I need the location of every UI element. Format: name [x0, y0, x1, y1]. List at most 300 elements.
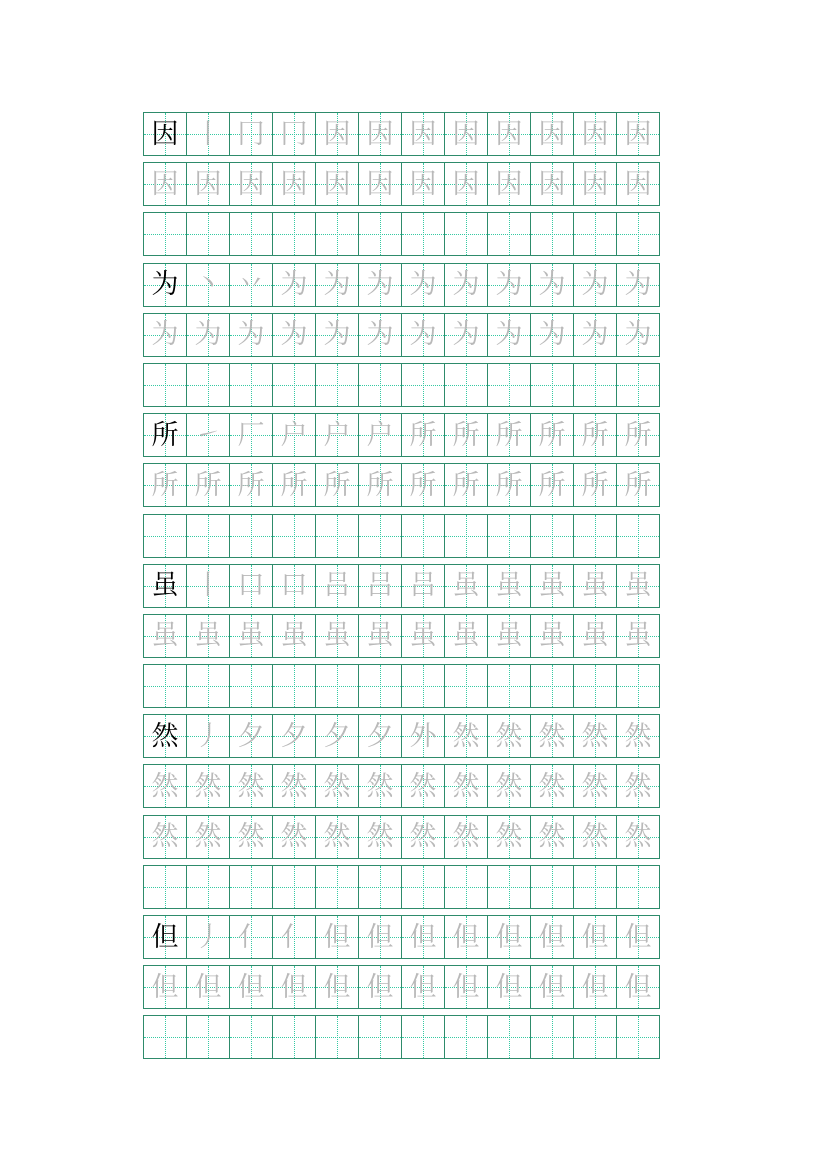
blank-writing-cell[interactable] [186, 865, 230, 909]
trace-character: 因 [409, 118, 437, 150]
trace-character: 然 [237, 821, 265, 853]
trace-character-cell [487, 965, 531, 1009]
model-character-cell [143, 915, 187, 959]
practice-row-lead [143, 413, 671, 457]
trace-character-cell [573, 112, 617, 156]
trace-character: 虽 [581, 570, 609, 602]
trace-character: 户 [323, 419, 351, 451]
trace-character-cell [229, 965, 273, 1009]
trace-character-cell [530, 463, 574, 507]
blank-writing-cell[interactable] [186, 514, 230, 558]
trace-character-cell [315, 614, 359, 658]
model-character: 因 [151, 118, 179, 150]
trace-character-cell [401, 564, 445, 608]
blank-writing-cell[interactable] [272, 212, 316, 256]
trace-character-cell [358, 915, 402, 959]
trace-character: 因 [237, 168, 265, 200]
trace-character: 但 [452, 921, 480, 953]
trace-character: 但 [624, 971, 652, 1003]
trace-character: 所 [624, 469, 652, 501]
blank-writing-cell[interactable] [573, 664, 617, 708]
trace-character: 夕 [366, 720, 394, 752]
trace-character-cell [530, 965, 574, 1009]
blank-writing-cell[interactable] [487, 514, 531, 558]
blank-writing-cell[interactable] [143, 664, 187, 708]
blank-writing-cell[interactable] [487, 865, 531, 909]
trace-character: 然 [452, 821, 480, 853]
trace-character-cell [616, 263, 660, 307]
trace-character-cell [358, 263, 402, 307]
model-character: 为 [151, 269, 179, 301]
blank-writing-cell[interactable] [444, 363, 488, 407]
practice-row-trace [143, 162, 671, 206]
trace-character-cell [444, 313, 488, 357]
trace-character: 然 [237, 770, 265, 802]
trace-character: 为 [452, 319, 480, 351]
trace-character-cell [143, 313, 187, 357]
trace-character-cell [401, 714, 445, 758]
blank-writing-cell[interactable] [444, 212, 488, 256]
blank-writing-cell[interactable] [530, 212, 574, 256]
trace-character-cell [530, 162, 574, 206]
trace-character-cell [229, 564, 273, 608]
trace-character-cell [616, 764, 660, 808]
trace-character: 为 [366, 269, 394, 301]
trace-character: 夕 [237, 720, 265, 752]
trace-character: 因 [409, 168, 437, 200]
trace-character-cell [186, 915, 230, 959]
model-character: 然 [151, 720, 179, 752]
blank-writing-cell[interactable] [573, 212, 617, 256]
trace-character-cell [229, 112, 273, 156]
trace-character-cell [487, 714, 531, 758]
trace-character: 因 [366, 118, 394, 150]
blank-writing-cell[interactable] [272, 664, 316, 708]
trace-character-cell [487, 313, 531, 357]
trace-character-cell [444, 564, 488, 608]
blank-writing-cell[interactable] [315, 363, 359, 407]
trace-character: 然 [452, 720, 480, 752]
blank-writing-cell[interactable] [530, 664, 574, 708]
blank-writing-cell[interactable] [315, 865, 359, 909]
blank-writing-cell[interactable] [186, 1015, 230, 1059]
model-character-cell [143, 263, 187, 307]
trace-character: 然 [624, 720, 652, 752]
blank-writing-cell[interactable] [401, 514, 445, 558]
trace-character: 但 [581, 971, 609, 1003]
trace-character: 因 [495, 168, 523, 200]
trace-character-cell [530, 313, 574, 357]
trace-character: 虽 [624, 620, 652, 652]
trace-character: 吕 [409, 570, 437, 602]
blank-writing-cell[interactable] [229, 363, 273, 407]
blank-writing-cell[interactable] [315, 664, 359, 708]
blank-writing-cell[interactable] [272, 865, 316, 909]
trace-character-cell [487, 564, 531, 608]
trace-character-cell [315, 764, 359, 808]
trace-character-cell [358, 714, 402, 758]
trace-character-cell [573, 463, 617, 507]
trace-character-cell [573, 413, 617, 457]
trace-character-cell [530, 915, 574, 959]
trace-character: 因 [194, 168, 222, 200]
blank-writing-cell[interactable] [487, 1015, 531, 1059]
blank-writing-cell[interactable] [573, 865, 617, 909]
trace-character: 所 [280, 469, 308, 501]
trace-character: 但 [495, 921, 523, 953]
trace-character: 虽 [624, 570, 652, 602]
practice-row-lead [143, 564, 671, 608]
trace-character-cell [315, 413, 359, 457]
trace-character-cell [315, 463, 359, 507]
trace-character: 冂 [237, 118, 265, 150]
model-character: 所 [151, 419, 179, 451]
trace-character-cell [616, 162, 660, 206]
trace-character-cell [358, 112, 402, 156]
trace-character-cell [401, 815, 445, 859]
blank-writing-cell[interactable] [358, 514, 402, 558]
trace-character: 丶 [194, 269, 222, 301]
trace-character-cell [444, 965, 488, 1009]
trace-character: 为 [538, 269, 566, 301]
trace-character: 所 [495, 419, 523, 451]
trace-character-cell [401, 263, 445, 307]
trace-character: 虽 [409, 620, 437, 652]
trace-character-cell [487, 614, 531, 658]
model-character: 虽 [151, 570, 179, 602]
trace-character: 户 [280, 419, 308, 451]
trace-character-cell [573, 714, 617, 758]
trace-character-cell [315, 714, 359, 758]
blank-writing-cell[interactable] [573, 1015, 617, 1059]
trace-character: 所 [409, 469, 437, 501]
trace-character: 虽 [452, 620, 480, 652]
model-character-cell [143, 564, 187, 608]
trace-character: 丿 [194, 720, 222, 752]
trace-character: 但 [624, 921, 652, 953]
blank-writing-cell[interactable] [315, 1015, 359, 1059]
trace-character: 为 [452, 269, 480, 301]
trace-character: 然 [538, 770, 566, 802]
trace-character-cell [616, 915, 660, 959]
trace-character: 为 [323, 319, 351, 351]
trace-character: 口 [280, 570, 308, 602]
trace-character: 但 [366, 921, 394, 953]
trace-character: 为 [280, 269, 308, 301]
trace-character-cell [143, 764, 187, 808]
trace-character-cell [573, 162, 617, 206]
blank-writing-cell[interactable] [616, 212, 660, 256]
trace-character-cell [272, 764, 316, 808]
practice-row-blank [143, 363, 671, 407]
blank-writing-cell[interactable] [229, 1015, 273, 1059]
trace-character: 但 [452, 971, 480, 1003]
blank-writing-cell[interactable] [358, 363, 402, 407]
trace-character-cell [530, 263, 574, 307]
trace-character: 虽 [366, 620, 394, 652]
trace-character-cell [487, 463, 531, 507]
blank-writing-cell[interactable] [229, 865, 273, 909]
blank-writing-cell[interactable] [444, 514, 488, 558]
blank-writing-cell[interactable] [229, 664, 273, 708]
trace-character: 为 [194, 319, 222, 351]
blank-writing-cell[interactable] [143, 1015, 187, 1059]
trace-character: 因 [323, 118, 351, 150]
trace-character: 因 [581, 168, 609, 200]
trace-character: 为 [366, 319, 394, 351]
blank-writing-cell[interactable] [401, 363, 445, 407]
trace-character-cell [229, 313, 273, 357]
trace-character: 然 [495, 770, 523, 802]
trace-character-cell [401, 162, 445, 206]
trace-character-cell [444, 614, 488, 658]
trace-character-cell [573, 815, 617, 859]
blank-writing-cell[interactable] [272, 514, 316, 558]
trace-character-cell [229, 764, 273, 808]
practice-row-blank [143, 514, 671, 558]
trace-character-cell [530, 564, 574, 608]
blank-writing-cell[interactable] [444, 1015, 488, 1059]
trace-character: 但 [409, 921, 437, 953]
trace-character-cell [573, 764, 617, 808]
trace-character-cell [186, 764, 230, 808]
trace-character: 丷 [237, 269, 265, 301]
trace-character: 虽 [538, 620, 566, 652]
blank-writing-cell[interactable] [272, 1015, 316, 1059]
trace-character-cell [616, 714, 660, 758]
trace-character: 然 [151, 821, 179, 853]
trace-character: 所 [409, 419, 437, 451]
trace-character: 然 [151, 770, 179, 802]
trace-character-cell [616, 463, 660, 507]
blank-writing-cell[interactable] [401, 212, 445, 256]
trace-character-cell [272, 564, 316, 608]
trace-character-cell [315, 263, 359, 307]
trace-character-cell [272, 112, 316, 156]
trace-character-cell [229, 463, 273, 507]
trace-character: 但 [495, 971, 523, 1003]
trace-character: 为 [495, 319, 523, 351]
trace-character-cell [186, 263, 230, 307]
trace-character-cell [530, 764, 574, 808]
trace-character-cell [487, 764, 531, 808]
blank-writing-cell[interactable] [358, 865, 402, 909]
trace-character-cell [573, 965, 617, 1009]
trace-character: 为 [323, 269, 351, 301]
trace-character-cell [272, 413, 316, 457]
trace-character-cell [358, 614, 402, 658]
trace-character: 因 [323, 168, 351, 200]
blank-writing-cell[interactable] [358, 212, 402, 256]
trace-character-cell [186, 714, 230, 758]
blank-writing-cell[interactable] [573, 514, 617, 558]
trace-character-cell [401, 915, 445, 959]
trace-character: 但 [538, 921, 566, 953]
trace-character-cell [272, 965, 316, 1009]
trace-character: 所 [624, 419, 652, 451]
blank-writing-cell[interactable] [444, 664, 488, 708]
trace-character-cell [186, 313, 230, 357]
blank-writing-cell[interactable] [186, 212, 230, 256]
blank-writing-cell[interactable] [229, 514, 273, 558]
trace-character-cell [573, 263, 617, 307]
trace-character-cell [444, 815, 488, 859]
trace-character: 然 [581, 770, 609, 802]
practice-row-blank [143, 865, 671, 909]
trace-character-cell [272, 162, 316, 206]
trace-character: 因 [151, 168, 179, 200]
blank-writing-cell[interactable] [358, 1015, 402, 1059]
trace-character: 然 [624, 821, 652, 853]
blank-writing-cell[interactable] [186, 363, 230, 407]
trace-character-cell [272, 313, 316, 357]
blank-writing-cell[interactable] [487, 664, 531, 708]
blank-writing-cell[interactable] [616, 865, 660, 909]
trace-character-cell [616, 112, 660, 156]
blank-writing-cell[interactable] [530, 865, 574, 909]
blank-writing-cell[interactable] [530, 514, 574, 558]
model-character-cell [143, 112, 187, 156]
trace-character-cell [401, 112, 445, 156]
trace-character-cell [229, 915, 273, 959]
trace-character-cell [444, 162, 488, 206]
trace-character: 亻 [237, 921, 265, 953]
trace-character-cell [186, 965, 230, 1009]
trace-character: 夕 [280, 720, 308, 752]
blank-writing-cell[interactable] [143, 514, 187, 558]
practice-row-trace [143, 463, 671, 507]
trace-character: 然 [366, 770, 394, 802]
trace-character-cell [272, 614, 316, 658]
trace-character-cell [186, 564, 230, 608]
practice-row-lead [143, 915, 671, 959]
trace-character: 丿 [194, 921, 222, 953]
trace-character: 然 [280, 821, 308, 853]
trace-character-cell [315, 965, 359, 1009]
trace-character-cell [315, 564, 359, 608]
trace-character-cell [143, 815, 187, 859]
blank-writing-cell[interactable] [143, 363, 187, 407]
trace-character: 但 [323, 971, 351, 1003]
blank-writing-cell[interactable] [186, 664, 230, 708]
trace-character-cell [186, 463, 230, 507]
blank-writing-cell[interactable] [530, 363, 574, 407]
blank-writing-cell[interactable] [143, 865, 187, 909]
trace-character-cell [401, 614, 445, 658]
trace-character-cell [444, 714, 488, 758]
trace-character: 冂 [280, 118, 308, 150]
trace-character-cell [401, 413, 445, 457]
trace-character-cell [401, 463, 445, 507]
trace-character: 然 [624, 770, 652, 802]
trace-character-cell [573, 564, 617, 608]
trace-character: 所 [237, 469, 265, 501]
trace-character-cell [444, 112, 488, 156]
trace-character-cell [530, 714, 574, 758]
trace-character: 因 [495, 118, 523, 150]
blank-writing-cell[interactable] [401, 865, 445, 909]
trace-character: 然 [538, 720, 566, 752]
trace-character-cell [487, 413, 531, 457]
trace-character-cell [143, 463, 187, 507]
trace-character: 因 [538, 118, 566, 150]
trace-character-cell [272, 714, 316, 758]
trace-character: 然 [323, 770, 351, 802]
trace-character-cell [315, 162, 359, 206]
blank-writing-cell[interactable] [444, 865, 488, 909]
trace-character-cell [401, 313, 445, 357]
blank-writing-cell[interactable] [487, 212, 531, 256]
blank-writing-cell[interactable] [229, 212, 273, 256]
blank-writing-cell[interactable] [487, 363, 531, 407]
practice-row-trace [143, 965, 671, 1009]
trace-character: 然 [495, 821, 523, 853]
blank-writing-cell[interactable] [573, 363, 617, 407]
trace-character-cell [444, 463, 488, 507]
blank-writing-cell[interactable] [616, 1015, 660, 1059]
trace-character-cell [401, 764, 445, 808]
trace-character-cell [530, 413, 574, 457]
practice-row-trace [143, 764, 671, 808]
trace-character-cell [229, 263, 273, 307]
trace-character: 为 [581, 319, 609, 351]
blank-writing-cell[interactable] [358, 664, 402, 708]
trace-character-cell [358, 965, 402, 1009]
practice-row-lead [143, 263, 671, 307]
blank-writing-cell[interactable] [143, 212, 187, 256]
trace-character: 然 [194, 821, 222, 853]
blank-writing-cell[interactable] [616, 514, 660, 558]
blank-writing-cell[interactable] [315, 514, 359, 558]
trace-character: ㇀ [194, 419, 222, 451]
trace-character-cell [272, 263, 316, 307]
trace-character-cell [315, 313, 359, 357]
trace-character: 虽 [495, 620, 523, 652]
blank-writing-cell[interactable] [616, 363, 660, 407]
trace-character: 吕 [323, 570, 351, 602]
trace-character-cell [616, 564, 660, 608]
model-character: 但 [151, 921, 179, 953]
trace-character-cell [530, 614, 574, 658]
trace-character-cell [186, 614, 230, 658]
blank-writing-cell[interactable] [315, 212, 359, 256]
trace-character: 然 [194, 770, 222, 802]
trace-character-cell [358, 162, 402, 206]
trace-character: 然 [409, 821, 437, 853]
trace-character: 然 [366, 821, 394, 853]
trace-character: 但 [280, 971, 308, 1003]
blank-writing-cell[interactable] [530, 1015, 574, 1059]
trace-character: 为 [409, 269, 437, 301]
trace-character: 但 [237, 971, 265, 1003]
trace-character: 因 [452, 118, 480, 150]
trace-character: 口 [237, 570, 265, 602]
trace-character-cell [272, 915, 316, 959]
blank-writing-cell[interactable] [401, 1015, 445, 1059]
trace-character: 为 [581, 269, 609, 301]
trace-character-cell [444, 413, 488, 457]
trace-character: 外 [409, 720, 437, 752]
trace-character: 然 [280, 770, 308, 802]
trace-character: 但 [151, 971, 179, 1003]
trace-character: 丨 [194, 118, 222, 150]
trace-character-cell [186, 112, 230, 156]
blank-writing-cell[interactable] [272, 363, 316, 407]
trace-character-cell [358, 764, 402, 808]
blank-writing-cell[interactable] [401, 664, 445, 708]
trace-character-cell [444, 764, 488, 808]
blank-writing-cell[interactable] [616, 664, 660, 708]
